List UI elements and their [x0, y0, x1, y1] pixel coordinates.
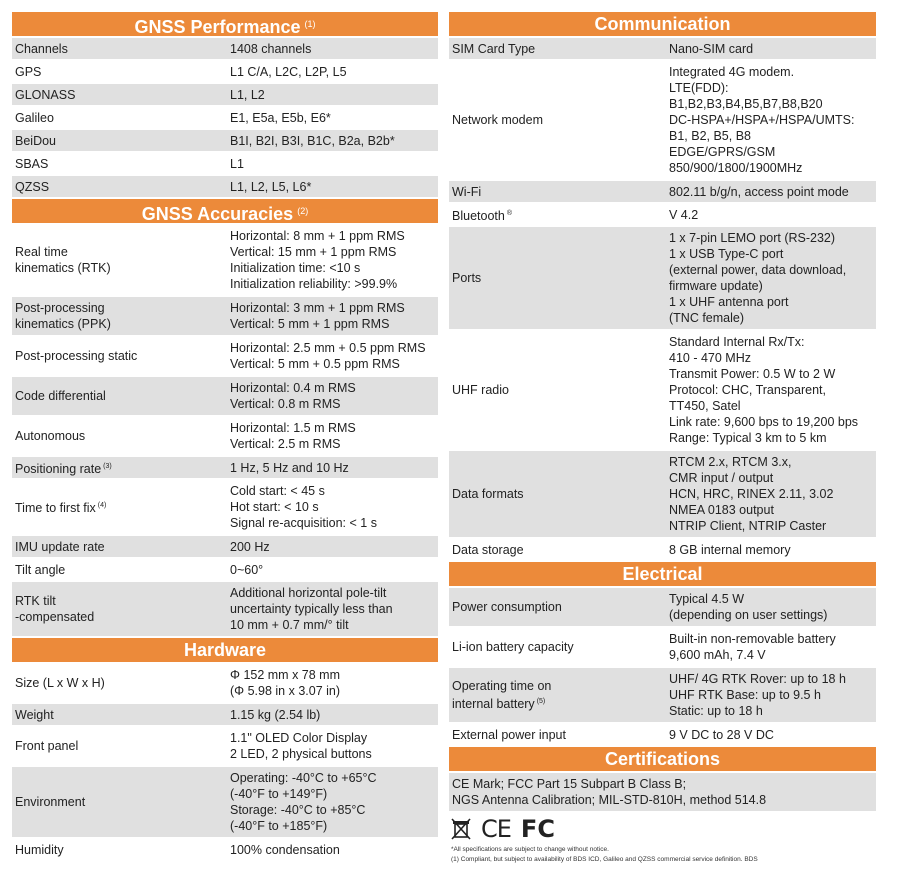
spec-label-text: BeiDou	[15, 133, 56, 148]
spec-label	[449, 382, 668, 398]
spec-row-humidity	[12, 839, 438, 860]
spec-label-line	[15, 428, 229, 444]
spec-row-bluetooth	[449, 204, 876, 225]
spec-value	[668, 230, 876, 326]
spec-value	[668, 671, 876, 719]
spec-label	[449, 184, 668, 200]
spec-label-line	[15, 593, 229, 609]
spec-value-line: V 4.2	[669, 207, 699, 222]
certifications-text	[449, 776, 876, 808]
spec-label-line	[452, 542, 668, 558]
spec-label-text: Autonomous	[15, 429, 86, 443]
spec-label-line	[15, 41, 229, 57]
spec-value-line: Horizontal: 2.5 mm + 0.5 ppm RMS	[230, 341, 426, 355]
spec-label	[12, 300, 229, 332]
spec-label-text: Data formats	[452, 487, 524, 501]
spec-label-text: SIM Card Type	[452, 41, 536, 56]
spec-value	[229, 179, 438, 195]
footnotes	[449, 845, 876, 865]
spec-row-size-l-x-w-x-h	[12, 664, 438, 702]
spec-label-text: IMU update rate	[15, 539, 105, 554]
spec-value-line: Protocol: CHC, Transparent,	[669, 383, 827, 397]
spec-label-line	[452, 486, 668, 502]
spec-label-line	[452, 206, 668, 224]
spec-value-line: L1	[230, 156, 244, 171]
spec-row-glonass	[12, 84, 438, 105]
right-column	[449, 12, 876, 865]
spec-label	[449, 639, 668, 655]
spec-value	[229, 539, 438, 555]
hardware-header	[12, 638, 438, 662]
spec-value-line: Horizontal: 1.5 m RMS	[230, 421, 356, 435]
spec-label-text: Front panel	[15, 739, 79, 753]
spec-value-line: Integrated 4G modem.	[669, 65, 795, 79]
spec-value-line: Built-in non-removable battery	[669, 632, 836, 646]
spec-value-line: Horizontal: 3 mm + 1 ppm RMS	[230, 301, 405, 315]
ce-mark-logo: CE	[481, 815, 511, 843]
spec-label-text: Humidity	[15, 842, 64, 857]
spec-label	[12, 110, 229, 126]
spec-row-sbas	[12, 153, 438, 174]
certification-logos	[449, 815, 876, 843]
spec-label-line	[452, 599, 668, 615]
spec-label-text: Wi-Fi	[452, 184, 482, 199]
spec-label	[12, 562, 229, 578]
spec-label-text: Galileo	[15, 110, 54, 125]
spec-row-time-to-first-fix	[12, 480, 438, 534]
spec-label-line	[15, 110, 229, 126]
spec-value	[229, 483, 438, 531]
spec-value-line: Vertical: 5 mm + 1 ppm RMS	[230, 317, 390, 331]
spec-row-gps	[12, 61, 438, 82]
spec-label	[449, 599, 668, 615]
spec-label-text: internal battery	[452, 697, 535, 711]
spec-value-line: DC-HSPA+/HSPA+/HSPA/UMTS:	[669, 113, 855, 127]
spec-value-line: 1 Hz, 5 Hz and 10 Hz	[230, 460, 349, 475]
spec-label-text: Environment	[15, 795, 86, 809]
spec-label-line	[15, 842, 229, 858]
spec-value-line: Horizontal: 8 mm + 1 ppm RMS	[230, 229, 405, 243]
spec-label-line	[15, 609, 229, 625]
spec-label-line	[15, 300, 229, 316]
spec-value-line: 8 GB internal memory	[669, 542, 791, 557]
spec-label	[12, 244, 229, 276]
spec-label-line	[15, 675, 229, 691]
spec-label-line	[15, 244, 229, 260]
spec-row-sim-card-type	[449, 38, 876, 59]
certification-line: CE Mark; FCC Part 15 Subpart B Class B;	[452, 777, 687, 791]
spec-label-text: Real time	[15, 245, 68, 259]
spec-label	[449, 112, 668, 128]
spec-label-line	[15, 562, 229, 578]
spec-value	[229, 380, 438, 412]
spec-value-line: Vertical: 0.8 m RMS	[230, 397, 341, 411]
spec-value-line: (-40°F to +149°F)	[230, 787, 328, 801]
electrical-header	[449, 562, 876, 586]
spec-label-text: kinematics (PPK)	[15, 317, 111, 331]
spec-value-line: (depending on user settings)	[669, 608, 828, 622]
spec-row-channels	[12, 38, 438, 59]
spec-row-network-modem	[449, 61, 876, 179]
spec-label	[12, 179, 229, 195]
spec-label	[12, 348, 229, 364]
spec-label-line	[15, 498, 229, 516]
spec-label-line	[15, 459, 229, 477]
spec-label	[449, 678, 668, 712]
spec-value-line: Range: Typical 3 km to 5 km	[669, 431, 827, 445]
spec-value	[668, 727, 876, 743]
spec-row-front-panel	[12, 727, 438, 765]
spec-value	[229, 133, 438, 149]
spec-label-text: Operating time on	[452, 679, 552, 693]
spec-row-tilt-angle	[12, 559, 438, 580]
spec-value-line: 1.15 kg (2.54 lb)	[230, 707, 321, 722]
spec-row-autonomous	[12, 417, 438, 455]
spec-label-text: kinematics (RTK)	[15, 261, 111, 275]
footnote-ref: (5)	[536, 698, 546, 705]
footnote-ref: (4)	[97, 502, 107, 509]
spec-label-text: GPS	[15, 64, 42, 79]
spec-row-environment	[12, 767, 438, 837]
spec-value-line: (-40°F to +185°F)	[230, 819, 328, 833]
spec-label-text: Bluetooth	[452, 208, 505, 223]
spec-label-line	[15, 87, 229, 103]
spec-value-line: Vertical: 15 mm + 1 ppm RMS	[230, 245, 397, 259]
spec-label-line	[452, 270, 668, 286]
spec-value-line: 1 x USB Type-C port	[669, 247, 784, 261]
spec-value	[229, 562, 438, 578]
spec-label	[12, 156, 229, 172]
spec-label-line	[15, 388, 229, 404]
gnss-performance-header	[12, 12, 438, 36]
spec-value-line: CMR input / output	[669, 471, 774, 485]
spec-label	[449, 206, 668, 224]
spec-label-line	[15, 539, 229, 555]
spec-value-line: UHF/ 4G RTK Rover: up to 18 h	[669, 672, 846, 686]
spec-label-line	[452, 678, 668, 694]
spec-value-line: B1I, B2I, B3I, B1C, B2a, B2b*	[230, 133, 395, 148]
gnss-performance-header-footnote-ref: (1)	[304, 19, 316, 29]
spec-value-line: Φ 152 mm x 78 mm	[230, 668, 340, 682]
spec-value	[229, 340, 438, 372]
gnss-accuracies-header	[12, 199, 438, 223]
spec-value-line: Storage: -40°C to +85°C	[230, 803, 366, 817]
spec-value-line: B1,B2,B3,B4,B5,B7,B8,B20	[669, 97, 823, 111]
spec-label	[12, 64, 229, 80]
spec-value-line: Additional horizontal pole-tilt	[230, 586, 387, 600]
spec-value-line: Horizontal: 0.4 m RMS	[230, 381, 356, 395]
spec-row-li-ion-battery-capacity	[449, 628, 876, 666]
electrical-header-text: Electrical	[622, 564, 703, 584]
spec-value-line: L1, L2, L5, L6*	[230, 179, 312, 194]
spec-value	[229, 770, 438, 834]
spec-value	[668, 591, 876, 623]
spec-value	[668, 454, 876, 534]
spec-label-line	[452, 639, 668, 655]
spec-value-line: NMEA 0183 output	[669, 503, 774, 517]
spec-value-line: Link rate: 9,600 bps to 19,200 bps	[669, 415, 859, 429]
spec-row-galileo	[12, 107, 438, 128]
weee-bin-icon	[451, 818, 471, 840]
spec-label-line	[15, 64, 229, 80]
spec-label-text: UHF radio	[452, 383, 509, 397]
spec-label-text: Network modem	[452, 113, 543, 127]
fcc-logo: FC	[520, 815, 555, 843]
spec-value	[229, 667, 438, 699]
spec-value-line: E1, E5a, E5b, E6*	[230, 110, 331, 125]
spec-label-line	[452, 382, 668, 398]
spec-row-external-power-input	[449, 724, 876, 745]
hardware-header-text: Hardware	[183, 640, 267, 660]
spec-row-qzss	[12, 176, 438, 197]
spec-value-line: Static: up to 18 h	[669, 704, 763, 718]
spec-row-weight	[12, 704, 438, 725]
spec-value-line: 850/900/1800/1900MHz	[669, 161, 803, 175]
spec-value-line: (TNC female)	[669, 311, 745, 325]
footnote-line: (1) Compliant, but subject to availability of BDS ICD, Galileo and QZSS commercial service definition. BDS	[451, 856, 758, 863]
certifications-list	[449, 773, 876, 811]
spec-value	[229, 420, 438, 452]
spec-value-line: Signal re-acquisition: < 1 s	[230, 516, 377, 530]
communication-header-text: Communication	[594, 14, 731, 34]
spec-value-line: Initialization time: <10 s	[230, 261, 361, 275]
spec-value-line: L1, L2	[230, 87, 265, 102]
spec-value	[229, 87, 438, 103]
spec-label-line	[15, 794, 229, 810]
spec-value	[229, 41, 438, 57]
spec-label-text: Time to first fix	[15, 501, 96, 515]
spec-row-power-consumption	[449, 588, 876, 626]
spec-value-line: Vertical: 2.5 m RMS	[230, 437, 341, 451]
gnss-accuracies-header-text: GNSS Accuracies	[141, 204, 294, 224]
spec-label-line	[15, 260, 229, 276]
spec-label	[449, 486, 668, 502]
spec-label-text: Power consumption	[452, 600, 562, 614]
spec-value-line: 200 Hz	[230, 539, 270, 554]
spec-row-imu-update-rate	[12, 536, 438, 557]
spec-row-post-processing-kinematics-ppk	[12, 297, 438, 335]
spec-value-line: 1408 channels	[230, 41, 312, 56]
spec-label	[12, 41, 229, 57]
footnote-line: *All specifications are subject to change without notice.	[451, 846, 609, 853]
spec-label-text: External power input	[452, 727, 566, 742]
spec-label	[12, 459, 229, 477]
spec-value-line: Vertical: 5 mm + 0.5 ppm RMS	[230, 357, 400, 371]
spec-row-operating-time-on-internal-battery	[449, 668, 876, 722]
spec-value	[229, 585, 438, 633]
spec-label-line	[15, 179, 229, 195]
spec-label	[12, 539, 229, 555]
spec-label	[12, 707, 229, 723]
spec-row-ports	[449, 227, 876, 329]
spec-row-uhf-radio	[449, 331, 876, 449]
gnss-accuracies-header-footnote-ref: (2)	[297, 206, 309, 216]
spec-value	[229, 460, 438, 476]
spec-value-line: Typical 4.5 W	[669, 592, 745, 606]
spec-label-text: Post-processing	[15, 301, 105, 315]
spec-value-line: HCN, HRC, RINEX 2.11, 3.02	[669, 487, 834, 501]
spec-value-line: RTCM 2.x, RTCM 3.x,	[669, 455, 792, 469]
spec-label	[449, 727, 668, 743]
spec-label-line	[452, 727, 668, 743]
spec-value	[229, 110, 438, 126]
communication-header	[449, 12, 876, 36]
registered-mark: ®	[506, 209, 512, 217]
spec-row-post-processing-static	[12, 337, 438, 375]
spec-value	[229, 228, 438, 292]
spec-value	[229, 730, 438, 762]
spec-value-line: 0~60°	[230, 562, 264, 577]
spec-label-line	[15, 133, 229, 149]
spec-label-line	[452, 112, 668, 128]
spec-label-text: Post-processing static	[15, 349, 138, 363]
gnss-performance-header-text: GNSS Performance	[134, 17, 301, 37]
spec-value-line: 100% condensation	[230, 842, 340, 857]
spec-value-line: B1, B2, B5, B8	[669, 129, 751, 143]
spec-value-line: NTRIP Client, NTRIP Caster	[669, 519, 827, 533]
left-column	[12, 12, 438, 862]
spec-label	[12, 428, 229, 444]
certifications-header	[449, 747, 876, 771]
spec-row-rtk-tilt-compensated	[12, 582, 438, 636]
spec-label-text: Ports	[452, 271, 482, 285]
spec-value	[229, 842, 438, 858]
spec-label-text: Tilt angle	[15, 562, 66, 577]
spec-value	[229, 156, 438, 172]
spec-label-text: GLONASS	[15, 87, 76, 102]
spec-row-code-differential	[12, 377, 438, 415]
spec-label-line	[452, 694, 668, 712]
spec-value-line: TT450, Satel	[669, 399, 741, 413]
certifications-header-text: Certifications	[604, 749, 721, 769]
spec-label-text: Code differential	[15, 389, 106, 403]
spec-value	[668, 207, 876, 223]
spec-value-line: 9 V DC to 28 V DC	[669, 727, 774, 742]
spec-value-line: Cold start: < 45 s	[230, 484, 325, 498]
spec-label-line	[15, 316, 229, 332]
spec-value-line: Operating: -40°C to +65°C	[230, 771, 377, 785]
spec-label-text: RTK tilt	[15, 594, 56, 608]
spec-value	[229, 64, 438, 80]
spec-value-line: 2 LED, 2 physical buttons	[230, 747, 372, 761]
spec-label-line	[15, 707, 229, 723]
spec-value-line: 9,600 mAh, 7.4 V	[669, 648, 766, 662]
spec-value-line: Transmit Power: 0.5 W to 2 W	[669, 367, 836, 381]
certification-line: NGS Antenna Calibration; MIL-STD-810H, method 514.8	[452, 793, 767, 807]
spec-value-line: Nano-SIM card	[669, 41, 754, 56]
spec-label-line	[452, 41, 668, 57]
spec-label	[12, 675, 229, 691]
spec-label-text: Channels	[15, 41, 68, 56]
spec-value-line: 1.1" OLED Color Display	[230, 731, 368, 745]
spec-label-line	[452, 184, 668, 200]
spec-label-line	[15, 348, 229, 364]
spec-label-line	[15, 156, 229, 172]
spec-value	[668, 334, 876, 446]
spec-value-line: uncertainty typically less than	[230, 602, 393, 616]
spec-label	[12, 87, 229, 103]
spec-label	[12, 388, 229, 404]
spec-label	[12, 593, 229, 625]
spec-value-line: L1 C/A, L2C, L2P, L5	[230, 64, 347, 79]
spec-value	[668, 184, 876, 200]
spec-label-text: -compensated	[15, 610, 95, 624]
spec-row-real-time-kinematics-rtk	[12, 225, 438, 295]
spec-value	[668, 631, 876, 663]
spec-row-data-formats	[449, 451, 876, 537]
spec-value-line: (external power, data download,	[669, 263, 847, 277]
spec-value-line: Initialization reliability: >99.9%	[230, 277, 398, 291]
spec-row-wi-fi	[449, 181, 876, 202]
spec-value-line: firmware update)	[669, 279, 763, 293]
spec-value-line: 1 x UHF antenna port	[669, 295, 789, 309]
spec-value-line: 802.11 b/g/n, access point mode	[669, 184, 849, 199]
spec-value-line: UHF RTK Base: up to 9.5 h	[669, 688, 821, 702]
spec-label-text: Li-ion battery capacity	[452, 640, 574, 654]
spec-label-text: Weight	[15, 707, 54, 722]
spec-value-line: (Φ 5.98 in x 3.07 in)	[230, 684, 341, 698]
spec-value-line: 1 x 7-pin LEMO port (RS-232)	[669, 231, 836, 245]
spec-value	[668, 64, 876, 176]
spec-value-line: Standard Internal Rx/Tx:	[669, 335, 805, 349]
spec-label	[12, 133, 229, 149]
spec-label-text: SBAS	[15, 156, 49, 171]
spec-row-beidou	[12, 130, 438, 151]
spec-label-text: Positioning rate	[15, 461, 102, 476]
spec-label	[12, 794, 229, 810]
spec-label	[449, 542, 668, 558]
spec-value-line: 410 - 470 MHz	[669, 351, 751, 365]
spec-value	[229, 300, 438, 332]
spec-value-line: Hot start: < 10 s	[230, 500, 319, 514]
spec-label	[12, 842, 229, 858]
spec-value-line: LTE(FDD):	[669, 81, 729, 95]
spec-label	[449, 270, 668, 286]
spec-label-text: Size (L x W x H)	[15, 676, 105, 690]
footnote-ref: (3)	[103, 462, 112, 470]
spec-value	[668, 41, 876, 57]
spec-value-line: EDGE/GPRS/GSM	[669, 145, 776, 159]
spec-label	[12, 498, 229, 516]
spec-label-text: QZSS	[15, 179, 50, 194]
spec-value	[229, 707, 438, 723]
spec-row-data-storage	[449, 539, 876, 560]
spec-label	[449, 41, 668, 57]
spec-value	[668, 542, 876, 558]
spec-value-line: 10 mm + 0.7 mm/° tilt	[230, 618, 349, 632]
spec-row-positioning-rate	[12, 457, 438, 478]
spec-label	[12, 738, 229, 754]
spec-label-text: Data storage	[452, 542, 524, 557]
spec-label-line	[15, 738, 229, 754]
